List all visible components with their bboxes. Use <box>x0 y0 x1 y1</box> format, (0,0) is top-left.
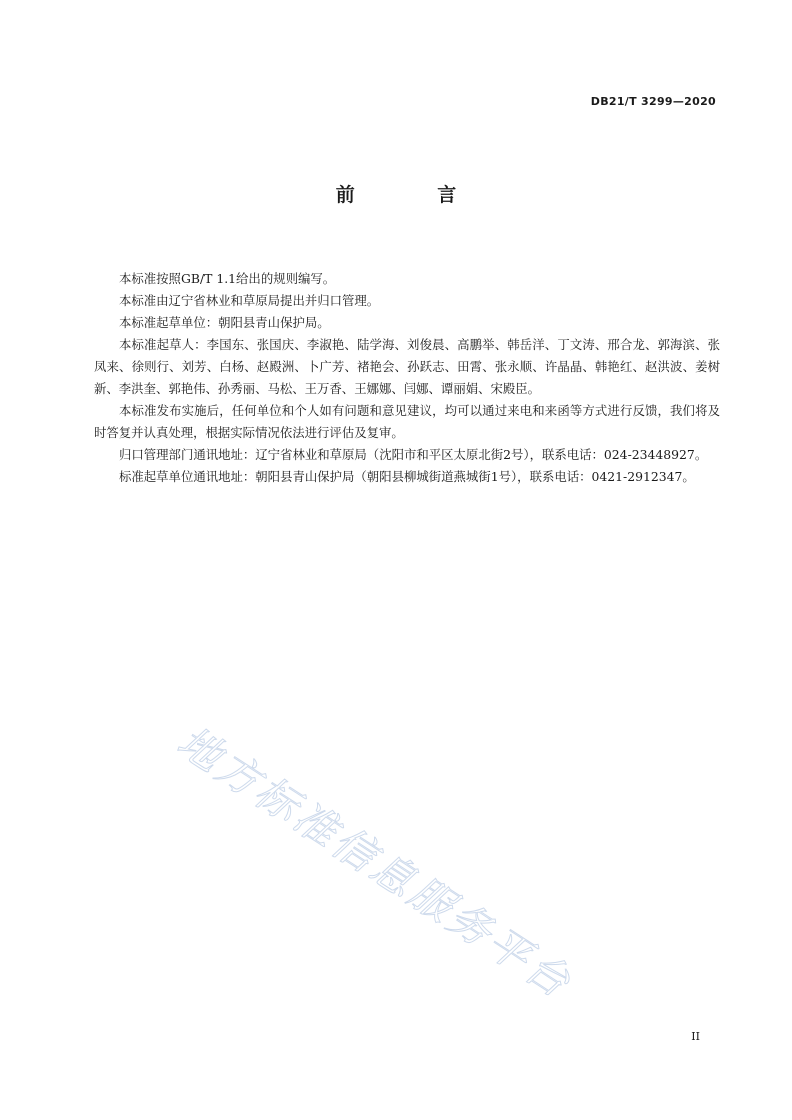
page-title: 前 言 <box>335 184 495 206</box>
paragraph-proposer: 本标准由辽宁省林业和草原局提出并归口管理。 <box>119 293 380 308</box>
paragraph-drafting-unit: 本标准起草单位：朝阳县青山保护局。 <box>119 315 330 330</box>
paragraph-drafting-rules: 本标准按照GB/T 1.1给出的规则编写。 <box>119 271 336 286</box>
paragraph-unit-address: 标准起草单位通讯地址：朝阳县青山保护局（朝阳县柳城街道燕城街1号），联系电话：0421-2912347。 <box>119 469 695 484</box>
watermark: 地方标准信息服务平台 <box>168 716 582 1009</box>
paragraph-drafters: 本标准起草人：李国东、张国庆、李淑艳、陆学海、刘俊晨、高鹏举、韩岳洋、丁文涛、邢合龙、郭海滨、张凤来、徐则行、刘芳、白杨、赵殿洲、卜广芳、褚艳会、孙跃志、田霄、张永顺、许晶晶、韩艳红、赵洪波、姜树新、李洪奎、郭艳伟、孙秀丽、马松、王万香、王娜娜、闫娜、谭丽娟、宋殿臣。 <box>94 337 720 396</box>
standard-code: DB21/T 3299—2020 <box>590 95 716 108</box>
paragraph-feedback: 本标准发布实施后，任何单位和个人如有问题和意见建议，均可以通过来电和来函等方式进行反馈，我们将及时答复并认真处理，根据实际情况依法进行评估及复审。 <box>94 403 720 440</box>
foreword-content <box>94 268 720 488</box>
paragraph-admin-address: 归口管理部门通讯地址：辽宁省林业和草原局（沈阳市和平区太原北街2号），联系电话：024-23448927。 <box>119 447 708 462</box>
page-number: II <box>691 1030 700 1043</box>
